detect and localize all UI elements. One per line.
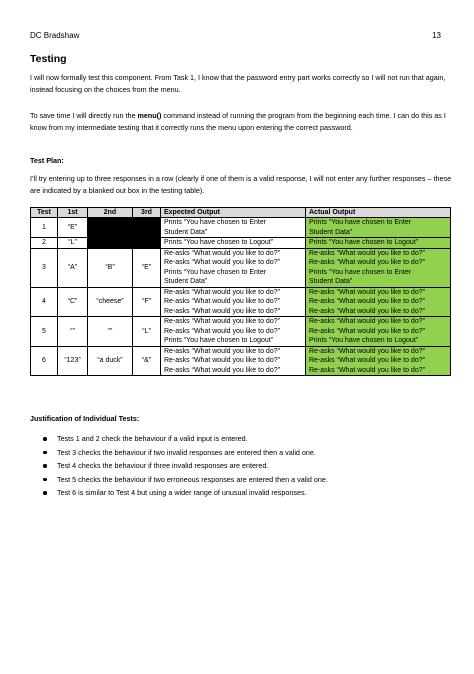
bullet-icon	[43, 437, 47, 441]
justification-text: Test 6 is similar to Test 4 but using a wider range of unusual invalid responses.	[57, 488, 307, 497]
test-number: 6	[31, 346, 58, 376]
test-plan-heading: Test Plan:	[30, 156, 64, 165]
table-row	[31, 317, 451, 347]
table-row	[31, 248, 451, 287]
actual-output	[306, 218, 451, 238]
test-number: 1	[31, 218, 58, 238]
first-response: “E”	[58, 218, 88, 238]
output-line: Prints “You have chosen to Logout”	[164, 239, 274, 246]
output-line: Student Data”	[164, 228, 208, 236]
third-response: “L”	[133, 317, 161, 347]
output-line: Prints “You have chosen to Enter	[309, 219, 412, 226]
output-line: Prints “You have chosen to Enter	[309, 268, 412, 276]
column-header-expected-output: Expected Output	[161, 208, 306, 218]
expected-output	[161, 218, 306, 238]
output-line: Re-asks “What would you like to do?”	[309, 259, 425, 266]
first-response: “A”	[58, 248, 88, 287]
output-line: Re-asks “What would you like to do?”	[164, 327, 280, 335]
blanked-cell	[133, 238, 161, 249]
output-line: Re-asks “What would you like to do?”	[164, 259, 280, 266]
output-line: Re-asks “What would you like to do?”	[309, 357, 425, 364]
menu-paragraph-start: To save time I will directly run the	[30, 111, 138, 120]
output-line: Re-asks “What would you like to do?”	[164, 366, 280, 374]
output-line: Re-asks “What would you like to do?”	[309, 307, 425, 315]
blanked-cell	[88, 218, 133, 238]
output-line: Re-asks “What would you like to do?”	[309, 327, 425, 335]
second-response: “B”	[88, 248, 133, 287]
justification-heading: Justification of Individual Tests:	[30, 414, 140, 423]
test-number: 5	[31, 317, 58, 347]
bullet-icon	[43, 478, 47, 482]
expected-output	[161, 346, 306, 376]
justification-text: Test 3 checks the behaviour if two invalid responses are entered then a valid one.	[57, 447, 316, 457]
bullet-icon	[43, 464, 47, 468]
section-title: Testing	[30, 53, 67, 65]
list-item	[30, 473, 328, 487]
menu-function-name: menu()	[137, 111, 162, 120]
third-response: “E”	[133, 248, 161, 287]
first-response: “”	[58, 317, 88, 347]
first-response: “123”	[58, 346, 88, 376]
output-line: Re-asks “What would you like to do?”	[164, 249, 280, 257]
output-line: Student Data”	[164, 278, 208, 285]
actual-output	[306, 287, 451, 317]
output-line: Re-asks “What would you like to do?”	[309, 318, 425, 325]
column-header-2nd: 2nd	[88, 208, 133, 218]
column-header-actual-output: Actual Output	[306, 208, 451, 218]
output-line: Student Data”	[309, 228, 353, 236]
output-line: Re-asks “What would you like to do?”	[309, 366, 425, 374]
column-header-test: Test	[31, 208, 58, 218]
expected-output	[161, 287, 306, 317]
list-item	[30, 432, 328, 446]
column-header-3rd: 3rd	[133, 208, 161, 218]
actual-output	[306, 238, 451, 249]
output-line: Re-asks “What would you like to do?”	[164, 288, 280, 296]
output-line: Student Data”	[309, 278, 353, 285]
output-line: Re-asks “What would you like to do?”	[309, 249, 425, 257]
justification-list	[30, 432, 328, 500]
second-response: “a duck”	[88, 346, 133, 376]
table-row	[31, 238, 451, 249]
actual-output	[306, 346, 451, 376]
test-number: 3	[31, 248, 58, 287]
menu-paragraph	[30, 110, 452, 133]
output-line: Re-asks “What would you like to do?”	[309, 347, 425, 355]
output-line: Re-asks “What would you like to do?”	[164, 347, 280, 355]
third-response: “&”	[133, 346, 161, 376]
output-line: Prints “You have chosen to Enter	[164, 219, 267, 226]
justification-text: Test 5 checks the behaviour if two erroneous responses are entered then a valid one.	[57, 474, 328, 484]
table-header-row	[31, 208, 451, 218]
output-line: Re-asks “What would you like to do?”	[164, 298, 280, 305]
justification-text: Test 4 checks the behaviour if three invalid responses are entered.	[57, 461, 269, 470]
table-row	[31, 218, 451, 238]
output-line: Prints “You have chosen to Logout”	[309, 239, 419, 246]
justification-text: Tests 1 and 2 check the behaviour if a valid input is entered.	[57, 434, 248, 443]
intro-paragraph: I will now formally test this component. From Task 1, I know that the password entry part works correctly so I will not run that again, instead focusing on the choices from the menu.	[30, 73, 446, 94]
running-header-author: DC Bradshaw	[30, 31, 80, 40]
menu-paragraph-end: command instead of running the program from the beginning each time. I can do this as I know from my intermediate testing that it correctly runs the menu upon entering the correct password.	[30, 111, 446, 132]
second-response: “”	[88, 317, 133, 347]
test-number: 4	[31, 287, 58, 317]
output-line: Re-asks “What would you like to do?”	[309, 298, 425, 305]
test-plan-intro: I’ll try entering up to three responses in a row (clearly if one of them is a valid response, I will not enter any further responses – these are indicated by a blanked out box in the testing table).	[30, 174, 452, 195]
first-response: “C”	[58, 287, 88, 317]
output-line: Prints “You have chosen to Enter	[164, 268, 267, 276]
second-response: “cheese”	[88, 287, 133, 317]
output-line: Re-asks “What would you like to do?”	[309, 288, 425, 296]
third-response: “F”	[133, 287, 161, 317]
list-item	[30, 486, 328, 500]
expected-output	[161, 248, 306, 287]
actual-output	[306, 317, 451, 347]
output-line: Re-asks “What would you like to do?”	[164, 318, 280, 325]
output-line: Prints “You have chosen to Logout”	[309, 337, 419, 344]
blanked-cell	[88, 238, 133, 249]
actual-output	[306, 248, 451, 287]
output-line: Prints “You have chosen to Logout”	[164, 337, 274, 344]
expected-output	[161, 238, 306, 249]
page-number: 13	[432, 31, 441, 40]
first-response: “L”	[58, 238, 88, 249]
list-item	[30, 459, 328, 473]
expected-output	[161, 317, 306, 347]
blanked-cell	[133, 218, 161, 238]
test-plan-table	[30, 207, 451, 376]
bullet-icon	[43, 451, 47, 455]
output-line: Re-asks “What would you like to do?”	[164, 307, 280, 315]
output-line: Re-asks “What would you like to do?”	[164, 357, 280, 364]
table-row	[31, 287, 451, 317]
column-header-1st: 1st	[58, 208, 88, 218]
test-number: 2	[31, 238, 58, 249]
list-item	[30, 446, 328, 460]
table-row	[31, 346, 451, 376]
bullet-icon	[43, 491, 47, 495]
